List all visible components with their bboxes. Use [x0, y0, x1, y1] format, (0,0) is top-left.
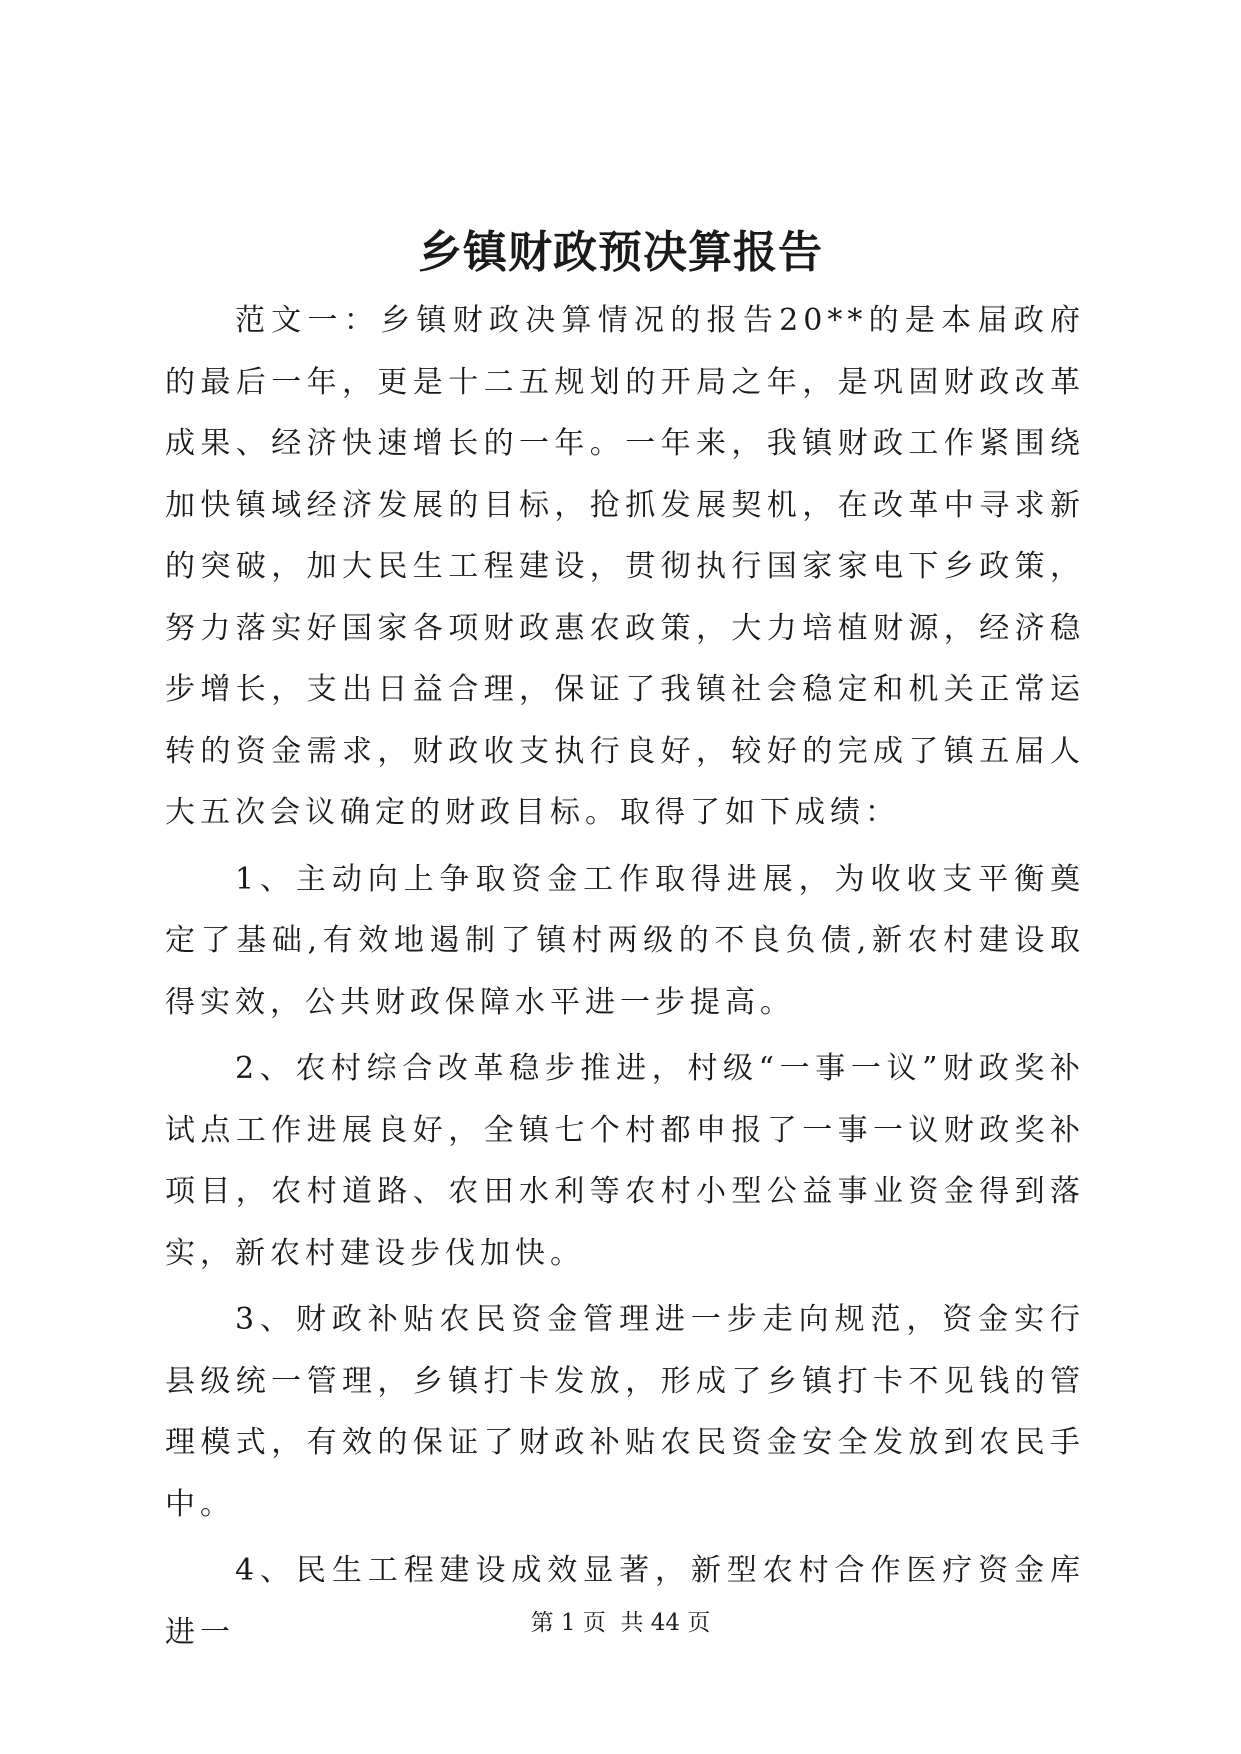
paragraph-intro: 范文一：乡镇财政决算情况的报告20**的是本届政府的最后一年，更是十二五规划的开局之年，是巩固财政改革成果、经济快速增长的一年。一年来，我镇财政工作紧围绕加快镇域经济发展的目标，抢抓发展契机，在改革中寻求新的突破，加大民生工程建设，贯彻执行国家家电下乡政策，努力落实好国家各项财政惠农政策，大力培植财源，经济稳步增长，支出日益合理，保证了我镇社会稳定和机关正常运转的资金需求，财政收支执行良好，较好的完成了镇五届人大五次会议确定的财政目标。取得了如下成绩： [165, 303, 1085, 830]
paragraph-item-3: 3、财政补贴农民资金管理进一步走向规范，资金实行县级统一管理，乡镇打卡发放，形成了乡镇打卡不见钱的管理模式，有效的保证了财政补贴农民资金安全发放到农民手中。 [165, 1302, 1085, 1522]
paragraph-item-4: 4、民生工程建设成效显著，新型农村合作医疗资金库进一 [165, 1553, 1085, 1650]
paragraph-item-2: 2、农村综合改革稳步推进，村级“一事一议”财政奖补试点工作进展良好，全镇七个村都申报了一事一议财政奖补项目，农村道路、农田水利等农村小型公益事业资金得到落实，新农村建设步伐加快。 [165, 1051, 1085, 1271]
page-footer [0, 1607, 1241, 1639]
document-body [165, 290, 1085, 1668]
document-title: 乡镇财政预决算报告 [418, 227, 823, 278]
paragraph-item-1: 1、主动向上争取资金工作取得进展，为收收支平衡奠定了基础,有效地遏制了镇村两级的不良负债,新农村建设取得实效，公共财政保障水平进一步提高。 [165, 861, 1085, 1020]
page-number-label: 第 1 页 共 44 页 [530, 1610, 711, 1636]
